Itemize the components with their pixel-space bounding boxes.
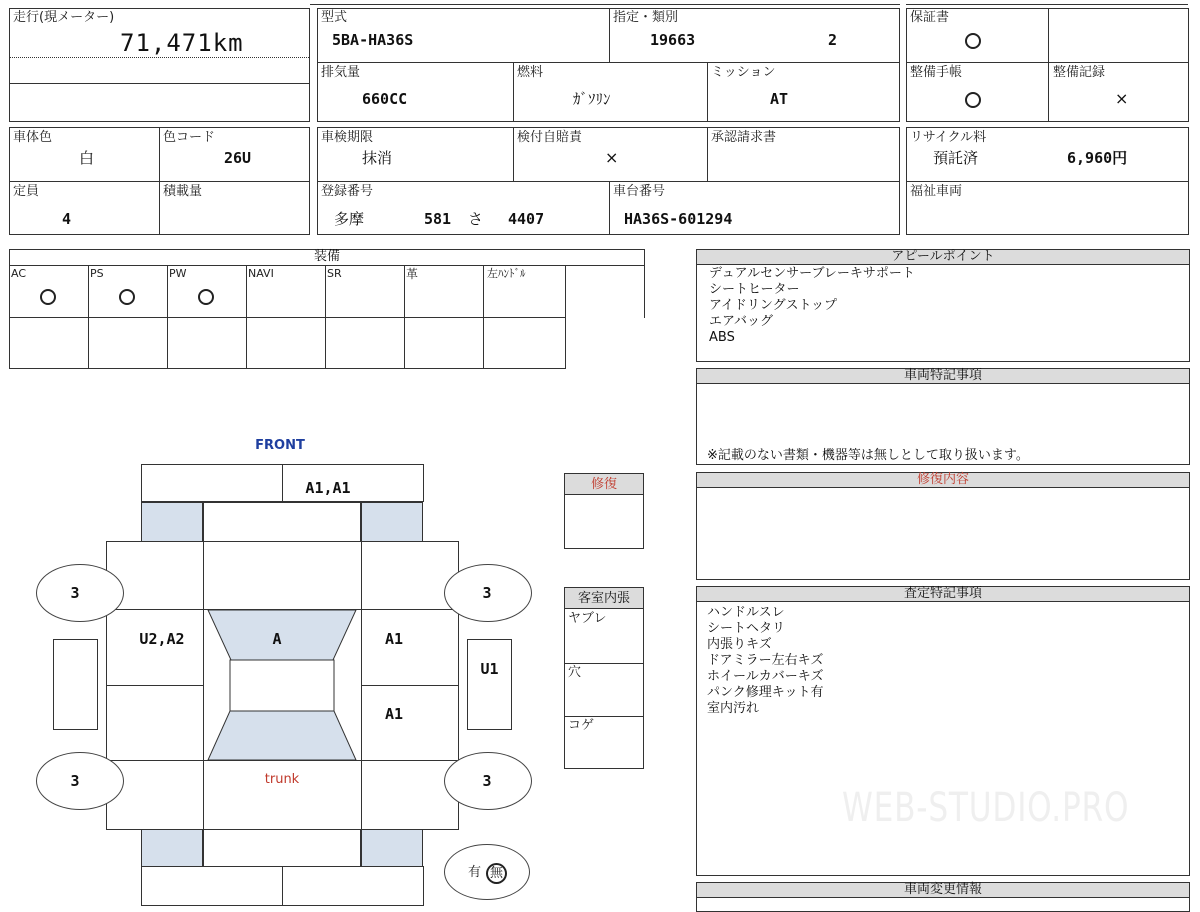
right-sill-damage: U1 xyxy=(480,660,499,678)
panel-line xyxy=(106,609,203,610)
assessment-text: ハンドルスレ シートヘタリ 内張りキズ ドアミラー左右キズ ホイールカバーキズ パンク修理キット有 室内汚れ xyxy=(707,605,824,716)
equip-lhd-label: 左ﾊﾝﾄﾞﾙ xyxy=(487,267,526,280)
change-panel xyxy=(696,882,1190,912)
designation-value: 19663 xyxy=(650,31,696,49)
row-divider xyxy=(565,716,643,717)
color-code-value: 26U xyxy=(224,149,252,167)
roof-damage: A xyxy=(272,630,282,648)
top-border-right xyxy=(906,4,1188,5)
special-panel xyxy=(696,368,1190,465)
designation-label: 指定・類別 xyxy=(613,10,679,25)
roof xyxy=(230,660,334,711)
row-divider xyxy=(907,181,1188,182)
front-left-fender xyxy=(141,502,203,542)
top-border xyxy=(310,4,900,5)
rear-panel xyxy=(203,829,361,867)
reg-kana: さ xyxy=(468,210,484,228)
fuel-label: 燃料 xyxy=(517,65,544,80)
right-front-door-damage: A1 xyxy=(384,630,404,648)
warranty-circle-icon xyxy=(965,33,981,49)
warranty-label: 保証書 xyxy=(910,10,950,25)
right-side-sill xyxy=(467,639,512,730)
row-divider xyxy=(565,663,643,664)
assessment-panel xyxy=(696,586,1190,876)
tire-rear-left-value: 3 xyxy=(70,772,80,790)
panel-line xyxy=(361,609,459,610)
recycle-label: リサイクル料 xyxy=(910,130,987,145)
mileage-value: 71,471km xyxy=(120,29,244,57)
panel-line xyxy=(282,464,283,502)
registration-box xyxy=(317,127,900,235)
class-value: 2 xyxy=(828,31,838,49)
maint-record-label: 整備記録 xyxy=(1053,65,1106,80)
capacity-label: 定員 xyxy=(13,184,40,199)
repair-box xyxy=(564,473,644,549)
color-code-label: 色コード xyxy=(163,130,216,145)
model-box xyxy=(317,8,900,122)
transmission-value: AT xyxy=(770,90,789,108)
cell-divider xyxy=(707,62,708,121)
liability-label: 検付自賠責 xyxy=(517,130,583,145)
appeal-panel xyxy=(696,249,1190,362)
special-note: ※記載のない書類・機器等は無しとして取り扱います。 xyxy=(707,448,1029,463)
appeal-text: デュアルセンサーブレーキサポート シートヒーター アイドリングストップ エアバッグ ABS xyxy=(709,266,915,345)
equip-navi-label: NAVI xyxy=(248,267,274,280)
change-title: 車両変更情報 xyxy=(696,882,1190,898)
rear-glass xyxy=(208,711,356,760)
capacity-value: 4 xyxy=(62,210,72,228)
chassis-label: 車台番号 xyxy=(613,184,666,199)
welfare-label: 福祉車両 xyxy=(910,184,963,199)
interior-box xyxy=(564,587,644,769)
cell-divider xyxy=(609,9,610,62)
trunk-label: trunk xyxy=(264,772,300,787)
cell-divider xyxy=(513,128,514,181)
row-divider xyxy=(10,181,309,182)
model-value: 5BA-HA36S xyxy=(332,31,414,49)
grid-line xyxy=(404,265,405,369)
rear-left-fender xyxy=(141,829,203,867)
grid-line xyxy=(167,265,168,369)
row-divider xyxy=(907,62,1188,63)
repair-content-title: 修復内容 xyxy=(696,472,1190,488)
reg-class: 581 xyxy=(424,210,452,228)
equip-ac-circle-icon xyxy=(40,289,56,305)
grid-line xyxy=(88,265,89,369)
color-label: 車体色 xyxy=(13,130,53,145)
equip-pw-circle-icon xyxy=(198,289,214,305)
equip-leather-label: 革 xyxy=(406,267,419,281)
grid-line xyxy=(565,265,566,369)
equip-sr-label: SR xyxy=(327,267,342,280)
equipment-table xyxy=(9,249,645,369)
liability-cross-icon: × xyxy=(605,148,619,167)
recycle-status: 預託済 xyxy=(933,149,979,167)
mileage-label: 走行(現メーター) xyxy=(13,10,115,25)
equip-ac-label: AC xyxy=(11,267,27,280)
cell-divider xyxy=(1048,9,1049,121)
maint-record-cross-icon: × xyxy=(1115,89,1129,108)
transmission-label: ミッション xyxy=(711,65,776,80)
bumper-damage: A1,A1 xyxy=(305,479,351,497)
appeal-title: アピールポイント xyxy=(696,249,1190,265)
front-panel xyxy=(203,502,361,542)
grid-line xyxy=(325,265,326,369)
row-divider xyxy=(318,62,899,63)
inspection-value: 抹消 xyxy=(362,149,393,167)
maint-book-label: 整備手帳 xyxy=(910,65,963,80)
cell-divider xyxy=(513,62,514,121)
grid-line xyxy=(246,265,247,369)
panel-line xyxy=(106,685,203,686)
special-title: 車両特記事項 xyxy=(696,368,1190,384)
load-label: 積載量 xyxy=(163,184,203,199)
model-label: 型式 xyxy=(321,10,348,25)
panel-line xyxy=(361,685,459,686)
reg-area: 多摩 xyxy=(334,210,365,228)
spare-yes-label: 有 xyxy=(468,865,482,880)
equip-ps-label: PS xyxy=(90,267,104,280)
interior-tear-label: ヤブレ xyxy=(568,611,607,626)
mileage-box xyxy=(9,8,310,122)
left-door-damage: U2,A2 xyxy=(139,630,185,648)
reg-number: 4407 xyxy=(508,210,545,228)
spare-no-label: 無 xyxy=(486,863,507,884)
equip-ps-circle-icon xyxy=(119,289,135,305)
chassis-value: HA36S-601294 xyxy=(624,210,733,228)
interior-burn-label: コゲ xyxy=(568,718,595,733)
color-box xyxy=(9,127,310,235)
grid-line xyxy=(483,265,484,369)
equip-pw-label: PW xyxy=(169,267,187,280)
right-rear-door-damage: A1 xyxy=(384,705,404,723)
tire-rear-right-value: 3 xyxy=(482,772,492,790)
recycle-box xyxy=(906,127,1189,235)
watermark: WEB-STUDIO.PRO xyxy=(842,785,1130,831)
repair-content-panel xyxy=(696,472,1190,580)
car-diagram xyxy=(0,430,560,900)
fuel-value: ｶﾞｿﾘﾝ xyxy=(573,90,611,108)
rear-right-fender xyxy=(361,829,423,867)
reg-label: 登録番号 xyxy=(321,184,374,199)
assessment-title: 査定特記事項 xyxy=(696,586,1190,602)
front-label: FRONT xyxy=(255,438,305,453)
approval-label: 承認請求書 xyxy=(711,130,777,145)
repair-box-title: 修復 xyxy=(564,473,644,495)
left-side-sill xyxy=(53,639,98,730)
displacement-value: 660CC xyxy=(362,90,408,108)
color-value: 白 xyxy=(79,149,95,167)
cell-divider xyxy=(609,181,610,234)
interior-hole-label: 穴 xyxy=(568,665,582,680)
maint-book-circle-icon xyxy=(965,92,981,108)
front-right-fender xyxy=(361,502,423,542)
tire-front-left-value: 3 xyxy=(70,584,80,602)
tire-front-right-value: 3 xyxy=(482,584,492,602)
warranty-box xyxy=(906,8,1189,122)
panel-line xyxy=(282,866,283,906)
mileage-divider xyxy=(10,83,309,84)
mileage-divider-dotted xyxy=(10,57,309,58)
cell-divider xyxy=(707,128,708,181)
inspection-label: 車検期限 xyxy=(321,130,374,145)
interior-title: 客室内張 xyxy=(564,587,644,609)
equipment-title: 装備 xyxy=(9,249,645,266)
displacement-label: 排気量 xyxy=(321,65,361,80)
recycle-amount: 6,960円 xyxy=(1067,149,1128,167)
